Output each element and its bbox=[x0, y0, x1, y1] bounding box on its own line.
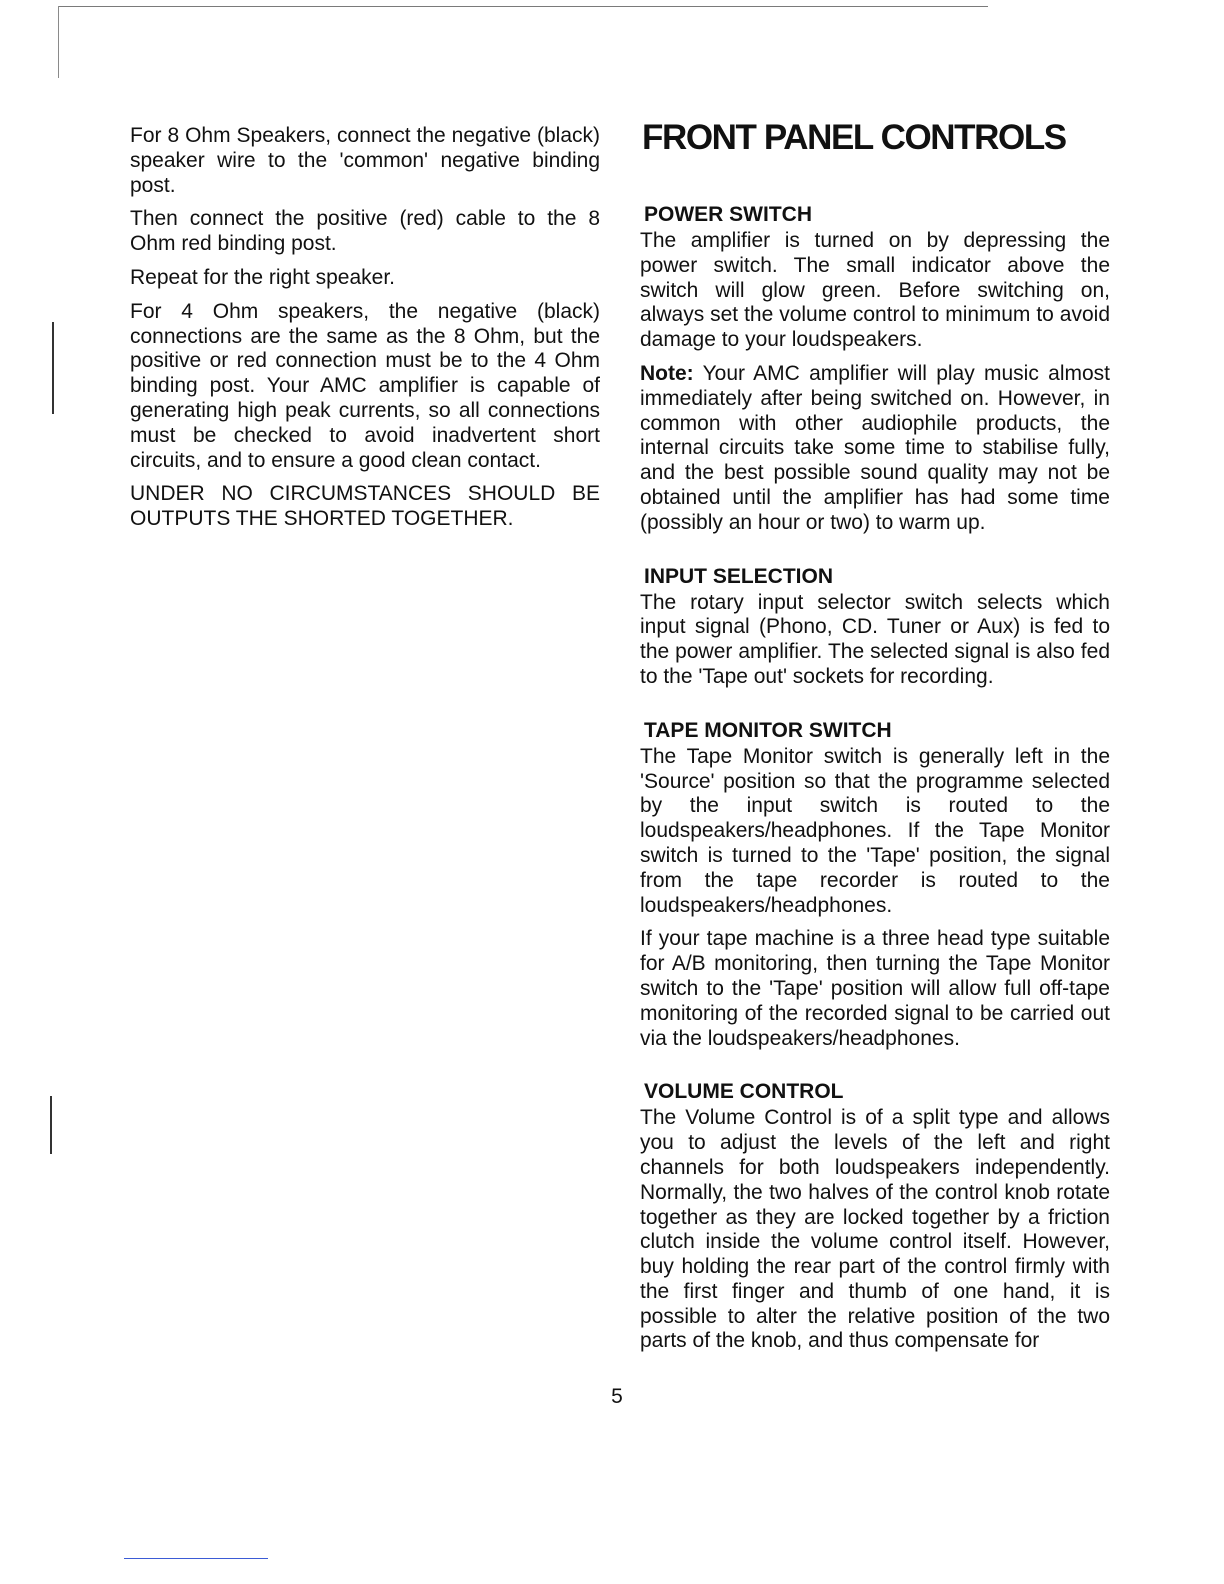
paragraph-8-ohm: For 8 Ohm Speakers, connect the negative (black) speaker wire to the 'common' negative binding post. bbox=[130, 124, 600, 197]
margin-mark bbox=[52, 322, 54, 414]
paragraph-tape-monitor-1: The Tape Monitor switch is generally left in the 'Source' position so that the programme selected by the input switch is routed to the loudspeakers/headphones. If the Tape Monitor switch is turned to the 'Tape' position, the signal from the tape recorder is routed to the loudspeakers/headphones. bbox=[640, 744, 1110, 917]
note-label: Note: bbox=[640, 361, 694, 385]
paragraph-right-speaker: Repeat for the right speaker. bbox=[130, 265, 395, 289]
section-input-selection bbox=[640, 564, 1110, 690]
paragraph-input-selection: The rotary input selector switch selects which input signal (Phono, CD. Tuner or Aux) is fed to the power amplifier. The selected signal is also fed to the 'Tape out' sockets for recording. bbox=[640, 590, 1110, 688]
left-border-rule bbox=[58, 6, 59, 78]
heading-tape-monitor: TAPE MONITOR SWITCH bbox=[644, 718, 892, 742]
left-column bbox=[130, 124, 600, 541]
section-tape-monitor bbox=[640, 718, 1110, 1052]
paragraph-4-ohm: For 4 Ohm speakers, the negative (black) connections are the same as the 8 Ohm, but the positive or red connection must be to the 4 Ohm binding post. Your AMC amplifier is capable of generating high peak currents, so all connections must be checked to avoid inadvertent short circuits, and to ensure a good clean contact. bbox=[130, 299, 600, 472]
page-number: 5 bbox=[611, 1385, 623, 1408]
paragraph-power-switch: The amplifier is turned on by depressing the power switch. The small indicator above the switch will glow green. Before switching on, always set the volume control to minimum to avoid damage to your loudspeakers. bbox=[640, 229, 1110, 352]
right-column bbox=[640, 118, 1110, 1382]
margin-mark bbox=[50, 1096, 52, 1154]
heading-power-switch: POWER SWITCH bbox=[644, 203, 812, 226]
page-title: FRONT PANEL CONTROLS bbox=[642, 118, 1066, 157]
paragraph-tape-monitor-2: If your tape machine is a three head type suitable for A/B monitoring, then turning the Tape Monitor switch to the 'Tape' position will allow full off-tape monitoring of the recorded signal to be carried out via the loudspeakers/headphones. bbox=[640, 927, 1110, 1050]
paragraph-note bbox=[640, 362, 1110, 536]
section-volume-control bbox=[640, 1079, 1110, 1354]
paragraph-positive-cable: Then connect the positive (red) cable to the 8 Ohm red binding post. bbox=[130, 207, 600, 256]
paragraph-volume-control: The Volume Control is of a split type and allows you to adjust the levels of the left and right channels for both loudspeakers independently. Normally, the two halves of the control knob rotate together as they are locked together by a friction clutch inside the volume control itself. However, buy holding the rear part of the control firmly with the first finger and thumb of one hand, it is possible to alter the relative position of the two parts of the knob, and thus compensate for bbox=[640, 1106, 1110, 1353]
heading-volume-control: VOLUME CONTROL bbox=[644, 1080, 844, 1104]
paragraph-warning: UNDER NO CIRCUMSTANCES SHOULD BE OUTPUTS THE SHORTED TOGETHER. bbox=[130, 482, 600, 531]
heading-input-selection: INPUT SELECTION bbox=[644, 564, 834, 588]
section-power-switch bbox=[640, 202, 1110, 536]
bottom-rule bbox=[124, 1558, 268, 1559]
top-border-rule bbox=[58, 6, 988, 7]
note-text: Your AMC amplifier will play music almost immediately after being switched on. However, in common with other audiophile products, the internal circuits take some time to stabilise fully, and the best possible sound quality may not be obtained until the amplifier has had some time (possibly an hour or two) to warm up. bbox=[640, 361, 1110, 534]
